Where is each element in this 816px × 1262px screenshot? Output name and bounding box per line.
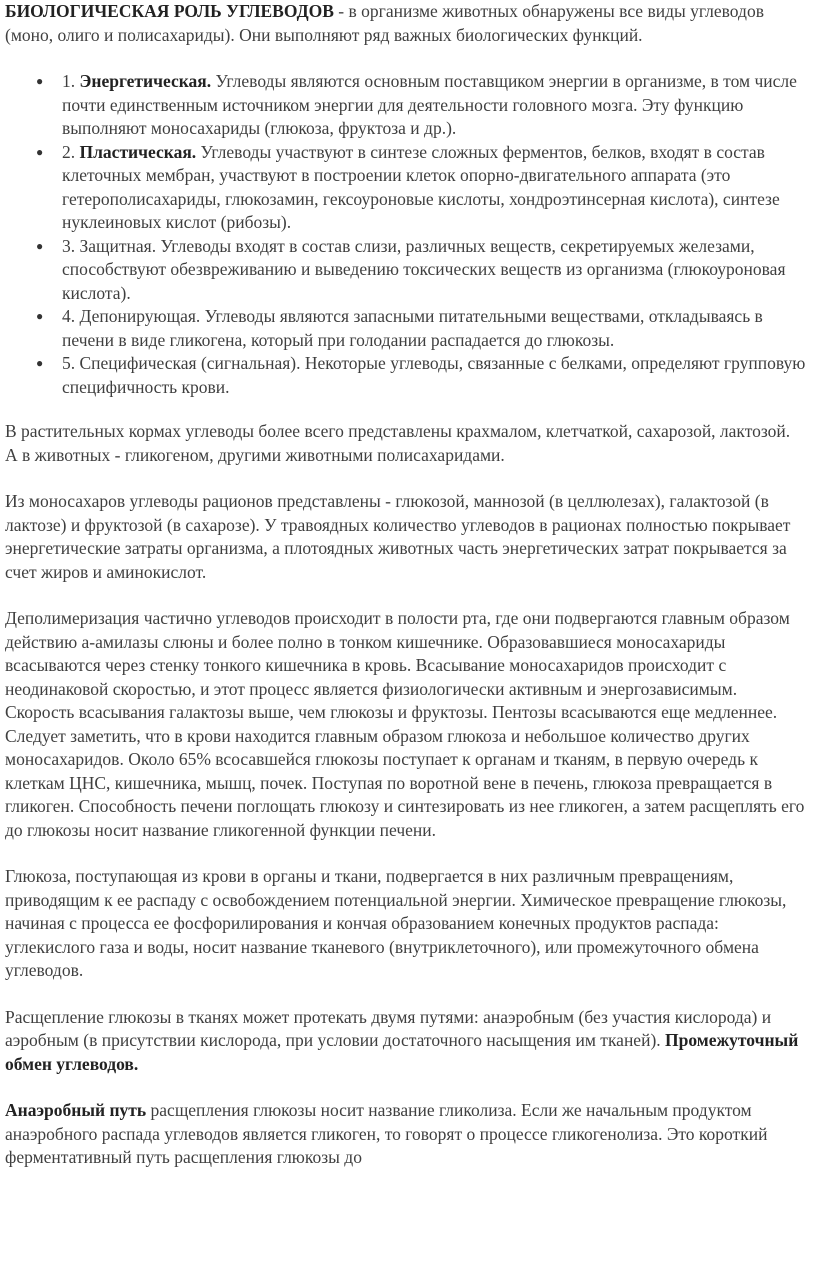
bullet-icon: ●	[36, 356, 44, 370]
list-item	[36, 235, 806, 306]
section-heading: БИОЛОГИЧЕСКАЯ РОЛЬ УГЛЕВОДОВ	[5, 1, 334, 21]
bullet-icon: ●	[36, 238, 44, 253]
intro-paragraph	[5, 0, 806, 47]
bullet-icon: ●	[36, 74, 44, 88]
item-title: Энергетическая.	[79, 71, 212, 91]
cleavage-paragraph	[5, 1006, 806, 1077]
item-number: 2.	[62, 141, 80, 162]
depolymerization-paragraph: Деполимеризация частично углеводов происходит в полости рта, где они подвергаются главным образом действию а-амилазы слюны и более полно в тонком кишечнике. Образовавшиеся моносахариды всасываются через стенку тонкого кишечника в кровь. Всасывание моносахаридов происходит с неодинаковой скоростью, и этот процесс является физиологически активным и энергозависимым. Скорость всасывания галактозы выше, чем глюкозы и фруктозы. Пентозы всасываются еще медленнее. Следует заметить, что в крови находится главным образом глюкоза и небольшое количество других моносахаридов. Около 65% всосавшейся глюкозы поступает к органам и тканям, в первую очередь к клеткам ЦНС, кишечника, мышц, почек. Поступая по воротной вене в печень, глюкоза превращается в гликоген. Способность печени поглощать глюкозу и синтезировать из нее гликоген, а затем расщеплять его до глюкозы носит название гликогенной функции печени.	[5, 608, 805, 840]
cleavage-bold: Промежуточный обмен углеводов.	[5, 1030, 799, 1074]
cleavage-text: Расщепление глюкозы в тканях может протекать двумя путями: анаэробным (без участия кислорода) и аэробным (в присутствии кислорода, при условии достаточного насыщения им тканей).	[5, 1006, 772, 1050]
item-text: 3. Защитная. Углеводы входят в состав слизи, различных веществ, секретируемых железами, способствуют обезвреживанию и выведению токсических веществ из организма (глюкоуроновая кислота).	[62, 235, 786, 303]
feeds-paragraph: В растительных кормах углеводы более всего представлены крахмалом, клетчаткой, сахарозой, лактозой. А в животных - гликогеном, другими животными полисахаридами.	[5, 421, 791, 465]
glucose-paragraph: Глюкоза, поступающая из крови в органы и ткани, подвергается в них различным превращениям, приводящим к ее распаду с освобождением потенциальной энергии. Химическое превращение глюкозы, начиная с процесса ее фосфорилирования и кончая образованием конечных продуктов распада: углекислого газа и воды, носит название тканевого (внутриклеточного), или промежуточного обмена углеводов.	[5, 866, 787, 980]
list-item	[36, 305, 806, 352]
item-title: Пластическая.	[79, 141, 197, 162]
anaerobic-bold: Анаэробный путь	[5, 1100, 147, 1120]
item-text: 5. Специфическая (сигнальная). Некоторые углеводы, связанные с белками, определяют групповую специфичность крови.	[62, 353, 806, 397]
item-text: Углеводы участвуют в синтезе сложных ферментов, белков, входят в состав клеточных мембран, участвуют в построении клеток опорно-двигательного аппарата (это гетерополисахариды, глюкозамин, гексоуроновые кислоты, хондроэтинсерная кислота), синтезе нуклеиновых кислот (рибозы).	[62, 141, 780, 232]
list-item	[36, 141, 806, 235]
list-item	[36, 352, 806, 399]
item-text: Углеводы являются основным поставщиком энергии в организме, в том числе почти единственным источником энергии для деятельности головного мозга. Эту функцию выполняют моносахариды (глюкоза, фруктоза и др.).	[62, 71, 797, 138]
bullet-icon: ●	[36, 309, 44, 323]
intro-text: - в организме животных обнаружены все виды углеводов (моно, олиго и полисахариды). Они выполняют ряд важных биологических функций.	[5, 1, 764, 45]
anaerobic-text: расщепления глюкозы носит название гликолиза. Если же начальным продуктом анаэробного распада углеводов является гликоген, то говорят о процессе гликогенолиза. Это короткий ферментативный путь расщепления глюкозы до	[5, 1100, 768, 1167]
anaerobic-paragraph	[5, 1099, 806, 1170]
item-number: 1.	[62, 71, 80, 91]
list-item	[36, 70, 806, 141]
bullet-icon: ●	[36, 144, 44, 159]
item-text: 4. Депонирующая. Углеводы являются запасными питательными веществами, откладываясь в печени в виде гликогена, который при голодании распадается до глюкозы.	[62, 306, 763, 350]
functions-list	[5, 70, 806, 399]
monosaccharides-paragraph: Из моносахаров углеводы рационов представлены - глюкозой, маннозой (в целлюлезах), галактозой (в лактозе) и фруктозой (в сахарозе). У травоядных количество углеводов в рационах полностью покрывает энергетические затраты организма, а плотоядных животных часть энергетических затрат покрывается за счет жиров и аминокислот.	[5, 491, 791, 582]
